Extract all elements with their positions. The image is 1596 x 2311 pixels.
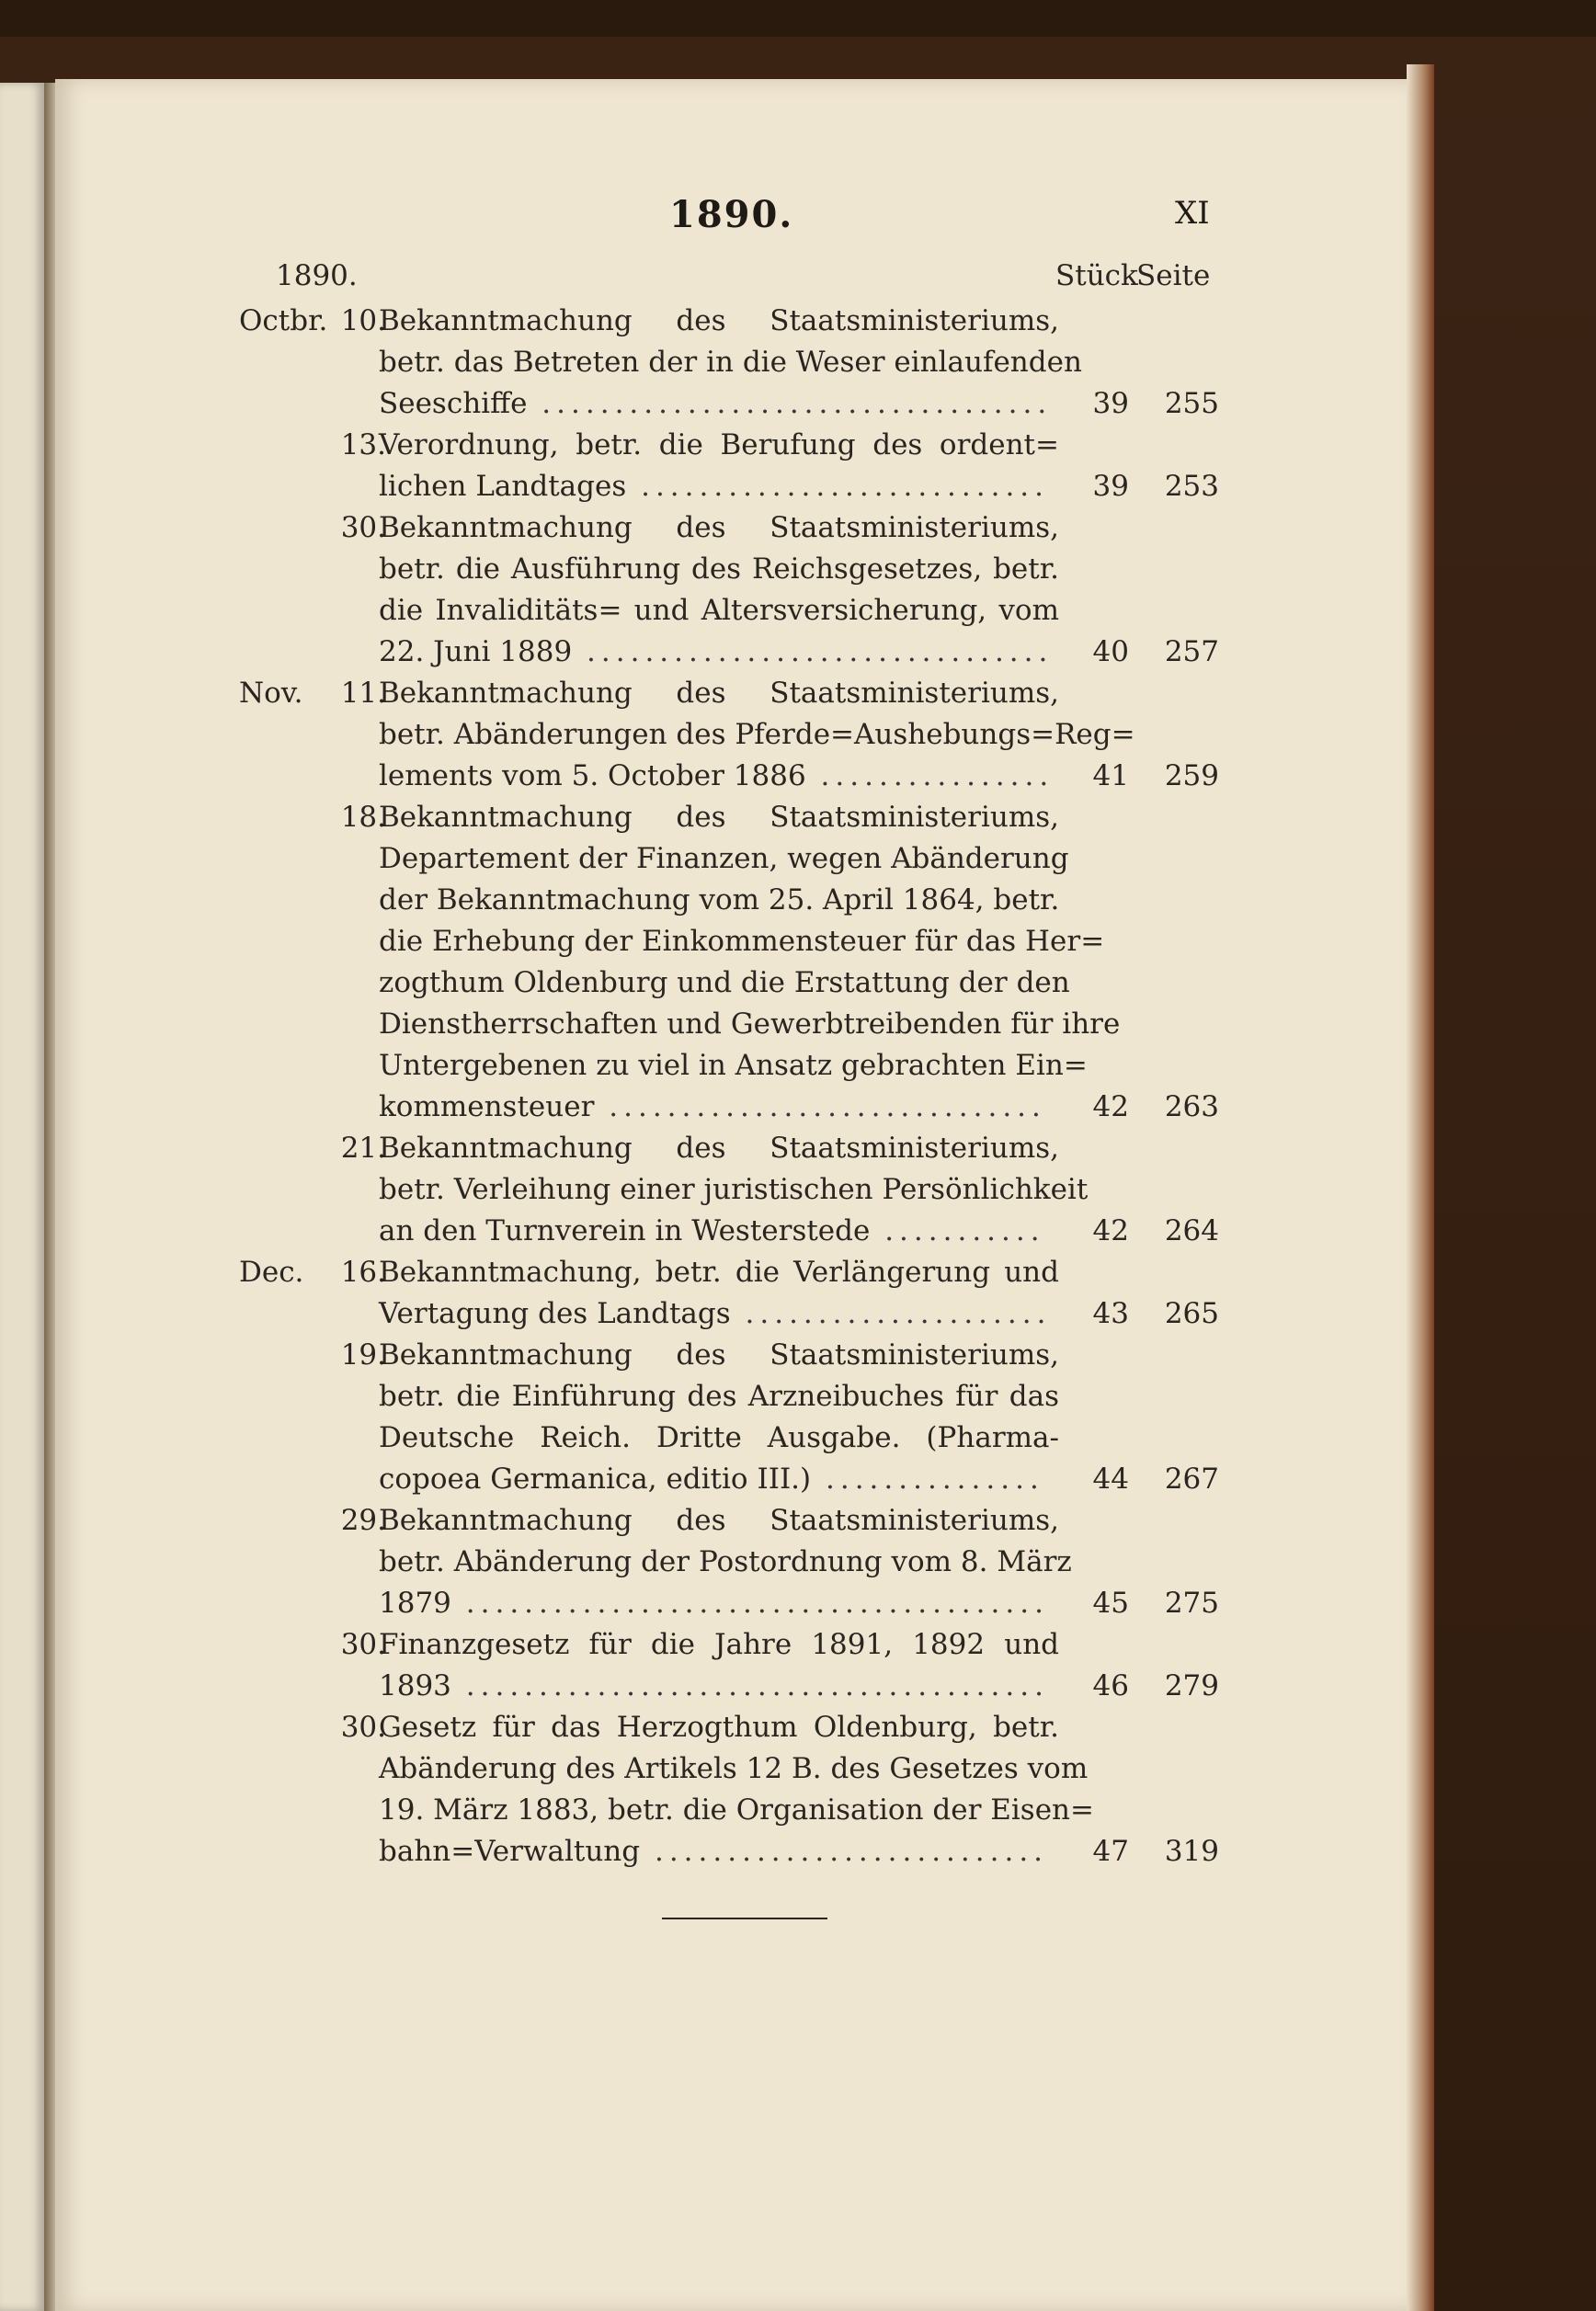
entry-text-last: an den Turnverein in Westerstede <box>379 1214 871 1247</box>
entry-line <box>0 1167 1596 1209</box>
entry-line <box>0 1829 1596 1871</box>
entry-line <box>0 1457 1596 1498</box>
entry-line <box>0 506 1596 547</box>
entry-seite: 265 <box>1164 1297 1219 1330</box>
leader-dots: ............... <box>811 1463 1044 1496</box>
entry-line <box>0 795 1596 837</box>
entry-text-last: bahn=Verwaltung <box>379 1835 641 1868</box>
entry-line <box>0 754 1596 795</box>
leader-dots: ................................... <box>527 387 1053 420</box>
leader-dots: ............................ <box>626 470 1050 503</box>
entry-text <box>379 1835 1059 1868</box>
entry-text-last: copoea Germanica, editio III.) <box>379 1463 812 1496</box>
entry-line <box>0 1209 1596 1250</box>
entry-text: betr. Abänderungen des Pferde=Aushebungs=Reg= <box>379 718 1135 751</box>
entry-text <box>379 635 1059 668</box>
entry-stueck: 47 <box>1092 1835 1129 1868</box>
entry-line <box>0 1416 1596 1457</box>
entry-line <box>0 423 1596 464</box>
list-item <box>0 1333 1596 1498</box>
entry-line <box>0 464 1596 506</box>
entry-text: Finanzgesetz für die Jahre 1891, 1892 und <box>379 1628 1059 1661</box>
entry-line <box>0 588 1596 630</box>
entry-stueck: 46 <box>1092 1669 1129 1702</box>
entry-list <box>0 299 1596 1871</box>
entry-text-last: Seeschiffe <box>379 387 528 420</box>
entry-text <box>379 1297 1059 1330</box>
entry-text-last: lements vom 5. October 1886 <box>379 759 806 792</box>
entry-day: 19. <box>340 1338 386 1372</box>
page-header <box>0 193 1596 248</box>
entry-text: Bekanntmachung des Staatsministeriums, <box>379 1338 1059 1372</box>
entry-line <box>0 340 1596 381</box>
entry-text: betr. die Einführung des Arzneibuches für das <box>379 1380 1059 1413</box>
list-item <box>0 423 1596 506</box>
leader-dots: ........................................ <box>450 1669 1049 1702</box>
entry-text: 19. März 1883, betr. die Organisation der Eisen= <box>379 1793 1094 1827</box>
entry-text: Bekanntmachung, betr. die Verlängerung und <box>379 1256 1059 1289</box>
entry-stueck: 41 <box>1092 759 1129 792</box>
list-item <box>0 1498 1596 1622</box>
leader-dots: .............................. <box>594 1090 1046 1123</box>
entry-day: 29. <box>340 1504 386 1537</box>
entry-line <box>0 1498 1596 1540</box>
entry-text: die Invaliditäts= und Altersversicherung, vom <box>379 594 1059 627</box>
entry-text-last: kommensteuer <box>379 1090 595 1123</box>
entry-line <box>0 919 1596 961</box>
entry-text-last: 22. Juni 1889 <box>379 635 573 668</box>
entry-text: Deutsche Reich. Dritte Ausgabe. (Pharma- <box>379 1421 1059 1454</box>
entry-text <box>379 1669 1059 1702</box>
entry-text: Bekanntmachung des Staatsministeriums, <box>379 677 1059 710</box>
entry-line <box>0 1292 1596 1333</box>
entry-text: Bekanntmachung des Staatsministeriums, <box>379 1504 1059 1537</box>
entry-day: 13. <box>340 428 386 461</box>
entry-text <box>379 1587 1059 1620</box>
entry-line <box>0 1664 1596 1705</box>
entry-stueck: 43 <box>1092 1297 1129 1330</box>
leader-dots: ........................................ <box>450 1587 1049 1620</box>
entry-seite: 264 <box>1164 1214 1219 1247</box>
entry-month: Octbr. <box>239 304 328 337</box>
entry-line <box>0 1581 1596 1622</box>
entry-line <box>0 630 1596 671</box>
list-item <box>0 1250 1596 1333</box>
entry-text-last: lichen Landtages <box>379 470 627 503</box>
entry-line <box>0 1540 1596 1581</box>
column-header-stueck: Stück <box>1055 259 1138 292</box>
entry-line <box>0 712 1596 754</box>
entry-day: 11. <box>340 677 386 710</box>
entry-stueck: 40 <box>1092 635 1129 668</box>
entry-line <box>0 1250 1596 1292</box>
entry-day: 10. <box>340 304 386 337</box>
list-item <box>0 506 1596 671</box>
entry-text: Bekanntmachung des Staatsministeriums, <box>379 511 1059 544</box>
entry-text: Dienstherrschaften und Gewerbtreibenden für ihre <box>379 1008 1121 1041</box>
entry-stueck: 45 <box>1092 1587 1129 1620</box>
entry-line <box>0 381 1596 423</box>
entry-day: 21. <box>340 1132 386 1165</box>
entry-text: Abänderung des Artikels 12 B. des Gesetzes vom <box>379 1752 1089 1785</box>
entry-seite: 259 <box>1164 759 1219 792</box>
entry-text <box>379 387 1059 420</box>
entry-text: der Bekanntmachung vom 25. April 1864, betr. <box>379 883 1060 916</box>
entry-text: betr. die Ausführung des Reichsgesetzes, betr. <box>379 552 1059 586</box>
leader-dots: ................ <box>805 759 1054 792</box>
entry-line <box>0 1126 1596 1167</box>
entry-month: Dec. <box>239 1256 304 1289</box>
entry-line <box>0 671 1596 712</box>
entry-day: 18. <box>340 801 386 834</box>
entry-seite: 275 <box>1164 1587 1219 1620</box>
entry-line <box>0 837 1596 878</box>
leader-dots: ........... <box>870 1214 1045 1247</box>
entry-line <box>0 1043 1596 1085</box>
entry-line <box>0 299 1596 340</box>
entry-text: Untergebenen zu viel in Ansatz gebrachten Ein= <box>379 1049 1088 1082</box>
list-item <box>0 299 1596 423</box>
entry-stueck: 44 <box>1092 1463 1129 1496</box>
entry-line <box>0 878 1596 919</box>
entry-seite: 257 <box>1164 635 1219 668</box>
entry-stueck: 39 <box>1092 387 1129 420</box>
entry-text: Bekanntmachung des Staatsministeriums, <box>379 1132 1059 1165</box>
column-header-seite: Seite <box>1136 259 1211 292</box>
entry-text: Bekanntmachung des Staatsministeriums, <box>379 304 1059 337</box>
leader-dots: ........................... <box>640 1835 1049 1868</box>
entry-line <box>0 1788 1596 1829</box>
leader-dots: ..................... <box>730 1297 1052 1330</box>
entry-line <box>0 1622 1596 1664</box>
entry-line <box>0 961 1596 1002</box>
entry-text <box>379 1463 1059 1496</box>
entry-day: 30. <box>340 511 386 544</box>
list-item <box>0 1705 1596 1871</box>
entry-text <box>379 470 1059 503</box>
entry-text-last: Vertagung des Landtags <box>379 1297 731 1330</box>
entry-text <box>379 759 1059 792</box>
entry-text-last: 1893 <box>379 1669 451 1702</box>
entry-seite: 319 <box>1164 1835 1219 1868</box>
entry-text-last: 1879 <box>379 1587 451 1620</box>
entry-month: Nov. <box>239 677 303 710</box>
entry-day: 30. <box>340 1711 386 1744</box>
entry-seite: 253 <box>1164 470 1219 503</box>
entry-text: Gesetz für das Herzogthum Oldenburg, betr. <box>379 1711 1059 1744</box>
entry-text: betr. das Betreten der in die Weser einlaufenden <box>379 346 1082 379</box>
entry-seite: 279 <box>1164 1669 1219 1702</box>
entry-text: betr. Verleihung einer juristischen Persönlichkeit <box>379 1173 1089 1206</box>
entry-line <box>0 547 1596 588</box>
entry-seite: 263 <box>1164 1090 1219 1123</box>
entry-text <box>379 1214 1059 1247</box>
entry-day: 30. <box>340 1628 386 1661</box>
entry-line <box>0 1333 1596 1374</box>
list-item <box>0 795 1596 1126</box>
entry-line <box>0 1747 1596 1788</box>
entry-seite: 267 <box>1164 1463 1219 1496</box>
entry-text: Bekanntmachung des Staatsministeriums, <box>379 801 1059 834</box>
entry-line <box>0 1705 1596 1747</box>
entry-text: zogthum Oldenburg und die Erstattung der den <box>379 966 1070 999</box>
entry-text: betr. Abänderung der Postordnung vom 8. März <box>379 1545 1072 1578</box>
entry-text: die Erhebung der Einkommensteuer für das Her= <box>379 925 1105 958</box>
entry-day: 16. <box>340 1256 386 1289</box>
page-number: XI <box>1175 195 1210 232</box>
list-item <box>0 1622 1596 1705</box>
page-title: 1890. <box>669 193 794 236</box>
column-header-year: 1890. <box>276 259 358 292</box>
closing-rule <box>662 1918 827 1919</box>
entry-line <box>0 1374 1596 1416</box>
entry-stueck: 42 <box>1092 1214 1129 1247</box>
entry-stueck: 42 <box>1092 1090 1129 1123</box>
entry-text <box>379 1090 1059 1123</box>
entry-line <box>0 1002 1596 1043</box>
leader-dots: ................................ <box>572 635 1054 668</box>
list-item <box>0 671 1596 795</box>
entry-text: Departement der Finanzen, wegen Abänderung <box>379 842 1069 875</box>
entry-line <box>0 1085 1596 1126</box>
entry-text: Verordnung, betr. die Berufung des ordent= <box>379 428 1059 461</box>
list-item <box>0 1126 1596 1250</box>
entry-seite: 255 <box>1164 387 1219 420</box>
entry-stueck: 39 <box>1092 470 1129 503</box>
